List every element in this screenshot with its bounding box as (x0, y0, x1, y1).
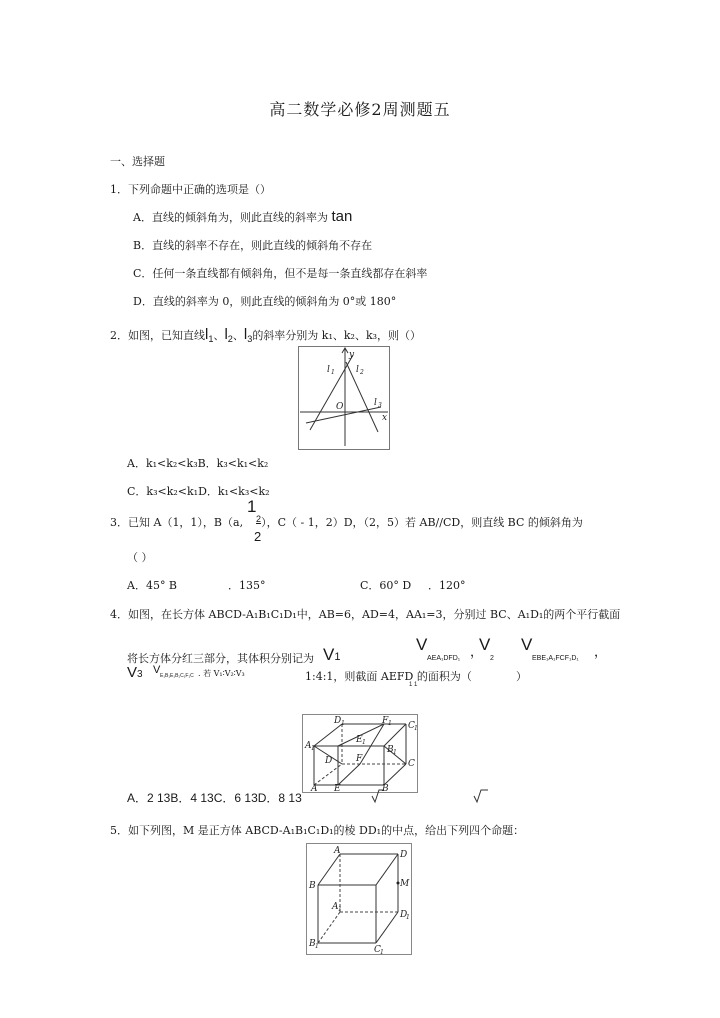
q2-options-ab: A．k₁<k₂<k₃B．k₃<k₁<k₂ (127, 457, 269, 470)
q4-v3-v: V (127, 664, 138, 681)
q2-line-l1 (310, 355, 353, 430)
q2-figure (298, 346, 390, 450)
q4-comma2: ， (594, 644, 608, 659)
q2-fig-origin-label: O (336, 402, 344, 412)
q1-stem: 1．下列命题中正确的选项是（） (110, 183, 271, 196)
q4-fig-d: D (325, 756, 333, 766)
section-heading: 一、选择题 (110, 155, 165, 168)
q1-option-c: C．任何一条直线都有倾斜角，但不是每一条直线都存在斜率 (133, 267, 428, 280)
q4-edge-bc (384, 764, 406, 785)
q5-fig-c1-sub: 1 (380, 949, 384, 955)
q4-ratio: 1:4:1，则截面 AEFD 的面积为（ (305, 670, 472, 683)
q4-fig-f: F (356, 754, 363, 764)
q5-fig-d: D (400, 850, 408, 860)
q5-fig-a1: A (332, 902, 339, 912)
q2-stem (110, 326, 421, 344)
q1-option-a-text: A．直线的倾斜角为，则此直线的斜率为 (133, 211, 328, 224)
q4-comma1: ， (470, 644, 484, 659)
q5-fig-a1-sub: 1 (338, 906, 342, 913)
q3-option-c: C．60° D (360, 579, 412, 592)
q4-v1 (323, 645, 340, 665)
q4-sqrt-marks (370, 788, 490, 804)
q4-v3-sub: 3 (137, 669, 143, 680)
q4-answers: A．2 13B．4 13C．6 13D．8 13 (127, 791, 302, 805)
q2-fig-l3-sub: 3 (378, 402, 382, 409)
q4-v-ebe2-sub: E₁B₁E₁B₁C₁F₁C (160, 673, 194, 679)
q4-edge-a1d1 (314, 724, 342, 746)
q4-edge-ef (338, 764, 360, 785)
q3-option-d: ．120° (428, 579, 466, 592)
q4-v-aea: V (416, 635, 428, 654)
q4-small-ones: 1 1 (409, 682, 418, 688)
q4-v2-sub: 2 (490, 655, 494, 662)
q2-l1-sub: 1 (208, 334, 214, 345)
q4-fig-e: E (334, 784, 341, 793)
q4-v-aea-sub: AEA₁DFD₁ (427, 655, 461, 662)
q1-option-a (133, 208, 352, 225)
q4-fig-c1-sub: 1 (414, 725, 418, 732)
q2-fig-l1-label: l (327, 365, 330, 375)
q4-line2: 将长方体分红三部分，其体积分别记为 (127, 652, 314, 665)
q4-v-ebe: V (521, 635, 533, 654)
q5-fig-c1: C (374, 945, 381, 955)
q3-frac-denominator: 2 (254, 529, 262, 544)
q4-fig-f1-sub: 1 (388, 720, 392, 727)
q5-fig-b: B (309, 881, 316, 891)
q3-frac-mid: 2 (256, 514, 262, 524)
q4-fig-d1-sub: 1 (341, 720, 345, 727)
sqrt-icon (474, 790, 488, 802)
q4-v2: V (479, 635, 491, 654)
q5-edge-ba (318, 854, 340, 885)
q4-fig-a: A (311, 784, 318, 793)
q4-fig-b1: B (387, 745, 394, 755)
q2-fig-l2-label: l (356, 365, 359, 375)
q2-fig-l3-label: l (374, 398, 377, 408)
q2-l3-sub: 3 (247, 334, 253, 345)
q4-v-ebe2: V (153, 664, 161, 676)
q2-stem-b: 的斜率分别为 k₁、k₂、k₃，则（） (252, 329, 422, 342)
q5-fig-m: M (400, 879, 410, 889)
q4-fig-a1-sub: 1 (311, 745, 315, 752)
q4-fig-f1: F (382, 716, 389, 726)
q2-stem-a: 2．如图，已知直线 (110, 329, 205, 342)
q2-fig-y-label: y (349, 350, 355, 360)
q2-fig-l1-sub: 1 (331, 369, 335, 376)
q2-sep2: 、 (232, 329, 244, 342)
q4-fig-e1-sub: 1 (362, 739, 366, 746)
q1-option-a-tan: tan (331, 208, 353, 225)
q4-fig-c1: C (408, 721, 415, 731)
q4-line1: 4．如图，在长方体 ABCD-A₁B₁C₁D₁中，AB=6，AD=4，AA₁=3，分别过 BC、A₁D₁的两个平行截面 (110, 608, 621, 621)
q3-stem-b: ），C（ - 1，2）D，（2，5）若 AB//CD，则直线 BC 的倾斜角为 (261, 516, 583, 529)
q4-fig-c: C (408, 759, 415, 769)
q5-fig-d1-sub: 1 (406, 914, 410, 921)
q4-edge-b1c1 (384, 724, 406, 746)
q5-edge-c1d1 (376, 912, 398, 943)
q4-v3 (127, 664, 143, 681)
q5-fig-d1: D (400, 910, 408, 920)
q4-v-ebe-sub: EBE₁A₁FCF₁D₁ (532, 655, 579, 662)
q3-option-b: ．135° (228, 579, 266, 592)
q4-v1-v: V (323, 645, 335, 664)
q5-fig-b1: B (309, 939, 316, 949)
q2-l1: l (205, 326, 209, 343)
q4-paren-end: ） (516, 670, 527, 683)
q2-sep1: 、 (213, 329, 225, 342)
q5-edge-b1a1 (318, 912, 340, 943)
q4-ratio-prefix: . 若 V₁∶V₂∶V₃ (198, 669, 245, 678)
q2-l2-sub: 2 (227, 334, 233, 345)
q4-figure (302, 714, 418, 793)
q1-option-b: B．直线的斜率不存在，则此直线的倾斜角不存在 (133, 239, 373, 252)
q4-fig-a1: A (305, 741, 312, 751)
q2-options-cd: C．k₃<k₂<k₁D．k₁<k₃<k₂ (127, 485, 270, 498)
q4-fig-b1-sub: 1 (393, 749, 397, 756)
q2-fig-x-label: x (382, 413, 388, 423)
q1-option-d: D．直线的斜率为 0，则此直线的倾斜角为 0°或 180° (133, 295, 397, 308)
q3-stem-a: 3．已知 A（1，1），B（a, (110, 516, 244, 529)
q5-fig-a: A (334, 846, 341, 856)
q4-fig-d1: D (334, 716, 342, 726)
q3-option-a: A．45° B (127, 579, 178, 592)
q5-fig-b1-sub: 1 (315, 943, 319, 950)
q4-fig-e1: E (356, 735, 363, 745)
sqrt-icon (372, 790, 384, 802)
q3-stem (110, 514, 583, 530)
page-title: 高二数学必修2周测题五 (269, 100, 451, 119)
q5-stem: 5．如下列图，M 是正方体 ABCD-A₁B₁C₁D₁的棱 DD₁的中点，给出下列四个命题： (110, 824, 525, 837)
q4-fig-b: B (382, 784, 389, 793)
q4-v1-sub: 1 (334, 651, 341, 663)
q3-paren: （ ） (127, 551, 153, 564)
q5-edge-cd (376, 854, 398, 885)
q2-l3: l (243, 326, 248, 343)
q5-figure (306, 843, 412, 955)
q3-frac-numerator: 1 (247, 497, 257, 516)
q2-l2: l (224, 326, 228, 343)
q2-fig-l2-sub: 2 (360, 369, 364, 376)
